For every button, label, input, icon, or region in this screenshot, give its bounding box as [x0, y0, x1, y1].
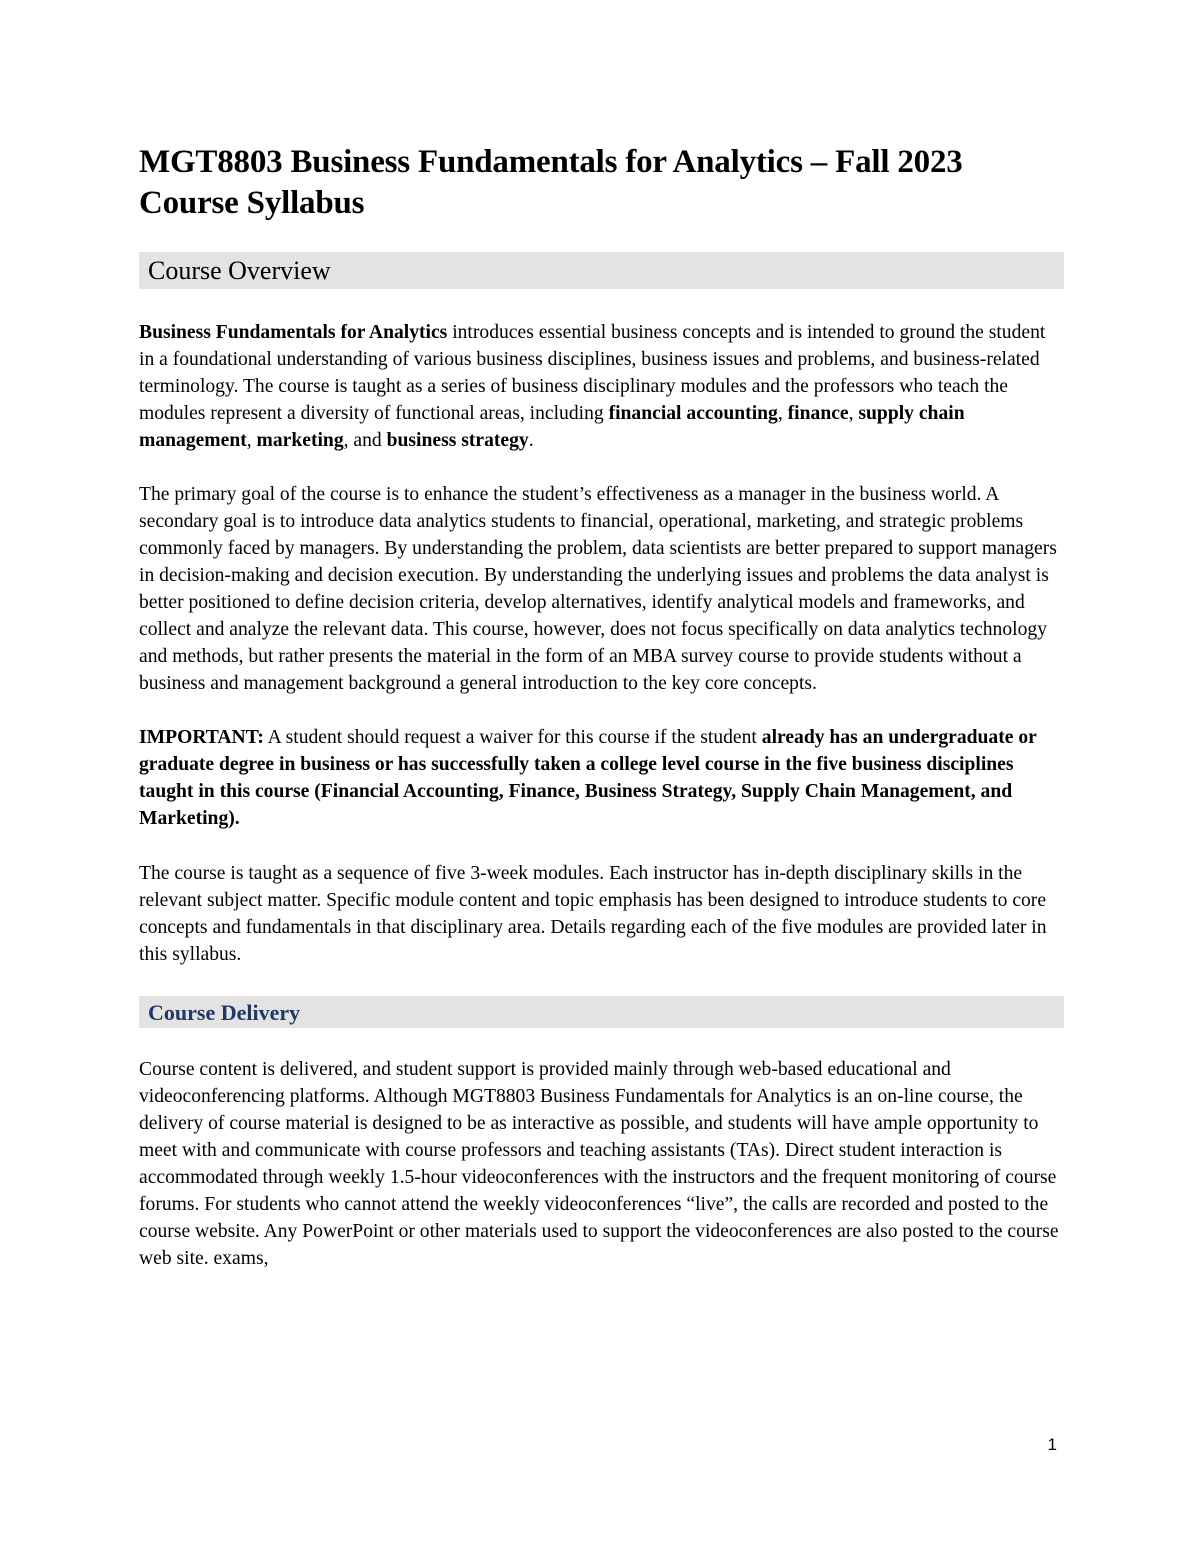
important-label: IMPORTANT: [139, 727, 264, 748]
discipline-supply-chain: supply chain management [139, 403, 965, 451]
separator: , [246, 430, 257, 451]
title-line-1: MGT8803 Business Fundamentals for Analytics – Fall 2023 [139, 144, 963, 180]
course-delivery-paragraph: Course content is delivered, and student support is provided mainly through web-based educational and videoconferencing platforms. Although MGT8803 Business Fundamentals for Analytics is an on-line course, the delivery of course material is designed to be as interactive as possible, and students will have ample opportunity to meet with and communicate with course professors and teaching assistants (TAs). Direct student interaction is accommodated through weekly 1.5-hour videoconferences with the instructors and the frequent monitoring of course forums. For students who cannot attend the weekly videoconferences “live”, the calls are recorded and posted to the course website. Any PowerPoint or other materials used to support the videoconferences are also posted to the course web site. exams, [139, 1059, 1059, 1269]
discipline-financial-accounting: financial accounting [608, 403, 778, 424]
overview-goal-paragraph: The primary goal of the course is to enhance the student’s effectiveness as a manager in the business world. A secondary goal is to introduce data analytics students to financial, operational, marketing, and strategic problems commonly faced by managers. By understanding the problem, data scientists are better prepared to support managers in decision-making and decision execution. By understanding the underlying issues and problems the data analyst is better positioned to define decision criteria, develop alternatives, identify analytical models and frameworks, and collect and analyze the relevant data. This course, however, does not focus specifically on data analytics technology and methods, but rather presents the material in the form of an MBA survey course to provide students without a business and management background a general introduction to the key core concepts. [139, 484, 1057, 694]
separator: , [777, 403, 788, 424]
separator: , and [343, 430, 387, 451]
section-heading-course-delivery: Course Delivery [139, 996, 1064, 1028]
document-page [139, 142, 1064, 1272]
title-line-2: Course Syllabus [139, 185, 365, 221]
discipline-finance: finance [787, 403, 849, 424]
module-sequence-paragraph: The course is taught as a sequence of five 3-week modules. Each instructor has in-depth disciplinary skills in the relevant subject matter. Specific module content and topic emphasis has been designed to introduce students to core concepts and fundamentals in that disciplinary area. Details regarding each of the five modules are provided later in this syllabus. [139, 863, 1047, 965]
discipline-marketing: marketing [256, 430, 344, 451]
course-name: Business Fundamentals for Analytics [139, 322, 448, 343]
separator: , [848, 403, 859, 424]
important-waiver-paragraph [139, 724, 1064, 832]
section-heading-course-overview: Course Overview [139, 252, 1064, 289]
overview-intro-paragraph [139, 319, 1064, 454]
discipline-business-strategy: business strategy [386, 430, 529, 451]
important-bold-text: already has an undergraduate or graduate degree in business or has successfully taken a college level course in the five business disciplines taught in this course (Financial Accounting, Finance, Business Strategy, Supply Chain Management, and Marketing). [139, 727, 1037, 829]
important-text: A student should request a waiver for this course if the student [263, 727, 762, 748]
page-number: 1 [1047, 1435, 1057, 1454]
period: . [528, 430, 534, 451]
document-title [139, 142, 1064, 224]
intro-text: introduces essential business concepts and is intended to ground the student in a foundational understanding of various business disciplines, business issues and problems, and business-related terminology. The course is taught as a series of business disciplinary modules and the professors who teach the modules represent a diversity of functional areas, including [139, 322, 1046, 424]
